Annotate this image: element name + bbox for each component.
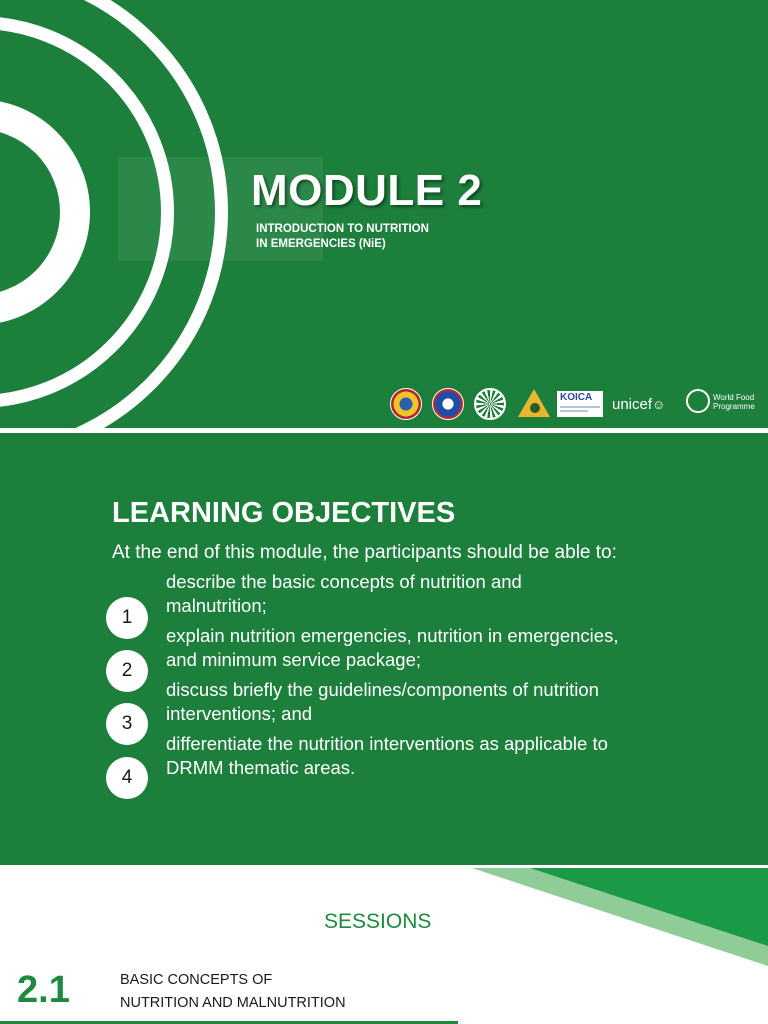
module-subtitle-line: INTRODUCTION TO NUTRITION xyxy=(256,223,429,235)
koica-logo xyxy=(557,391,603,417)
session-title-line: BASIC CONCEPTS OF xyxy=(120,972,273,988)
objective-number-badge: 3 xyxy=(106,703,148,745)
objective-number-badge: 2 xyxy=(106,650,148,692)
unicef-emblem-icon: ☺ xyxy=(652,397,666,412)
sessions-slide xyxy=(0,868,768,1024)
objective-line: discuss briefly the guidelines/components of nutrition xyxy=(166,679,599,700)
wfp-logo-line: World Food xyxy=(713,393,755,402)
unicef-logo xyxy=(612,396,665,413)
objective-line: malnutrition; xyxy=(166,595,267,616)
module-subtitle xyxy=(256,222,429,252)
wfp-emblem-icon xyxy=(686,389,710,413)
objective-number-badge: 4 xyxy=(106,757,148,799)
module-title: MODULE 2 xyxy=(251,166,483,215)
emergency-seal-icon xyxy=(432,388,464,420)
objective-line: explain nutrition emergencies, nutrition in emergencies, xyxy=(166,625,619,646)
objective-item xyxy=(166,678,599,726)
module-title-slide xyxy=(0,0,768,428)
objective-line: describe the basic concepts of nutrition and xyxy=(166,571,522,592)
objective-item xyxy=(166,732,608,780)
session-title xyxy=(120,969,346,1015)
objectives-title: LEARNING OBJECTIVES xyxy=(112,497,456,529)
koica-logo-fine-print xyxy=(560,406,600,408)
decorative-stripes xyxy=(0,868,768,1024)
partner-logos xyxy=(388,385,760,423)
doh-seal-icon xyxy=(390,388,422,420)
objectives-intro: At the end of this module, the participants should be able to: xyxy=(112,542,617,563)
learning-objectives-slide xyxy=(0,433,768,865)
objective-line: interventions; and xyxy=(166,703,313,724)
triangle-logo-core-icon xyxy=(530,403,540,413)
objective-item xyxy=(166,570,522,618)
module-subtitle-line: IN EMERGENCIES (NiE) xyxy=(256,238,386,250)
session-title-line: NUTRITION AND MALNUTRITION xyxy=(120,995,346,1011)
objective-item xyxy=(166,624,618,672)
nutrition-council-seal-icon xyxy=(474,388,506,420)
objective-line: DRMM thematic areas. xyxy=(166,757,356,778)
sessions-title: SESSIONS xyxy=(324,910,432,933)
objective-number-badge: 1 xyxy=(106,597,148,639)
koica-logo-fine-print xyxy=(560,410,588,412)
wfp-logo-line: Programme xyxy=(713,402,755,411)
koica-logo-text: KOICA xyxy=(560,392,593,403)
objective-line: and minimum service package; xyxy=(166,649,421,670)
unicef-logo-text: unicef xyxy=(612,396,653,413)
wfp-logo-text xyxy=(713,393,755,411)
objective-line: differentiate the nutrition interventions as applicable to xyxy=(166,733,608,754)
session-number: 2.1 xyxy=(17,969,70,1011)
